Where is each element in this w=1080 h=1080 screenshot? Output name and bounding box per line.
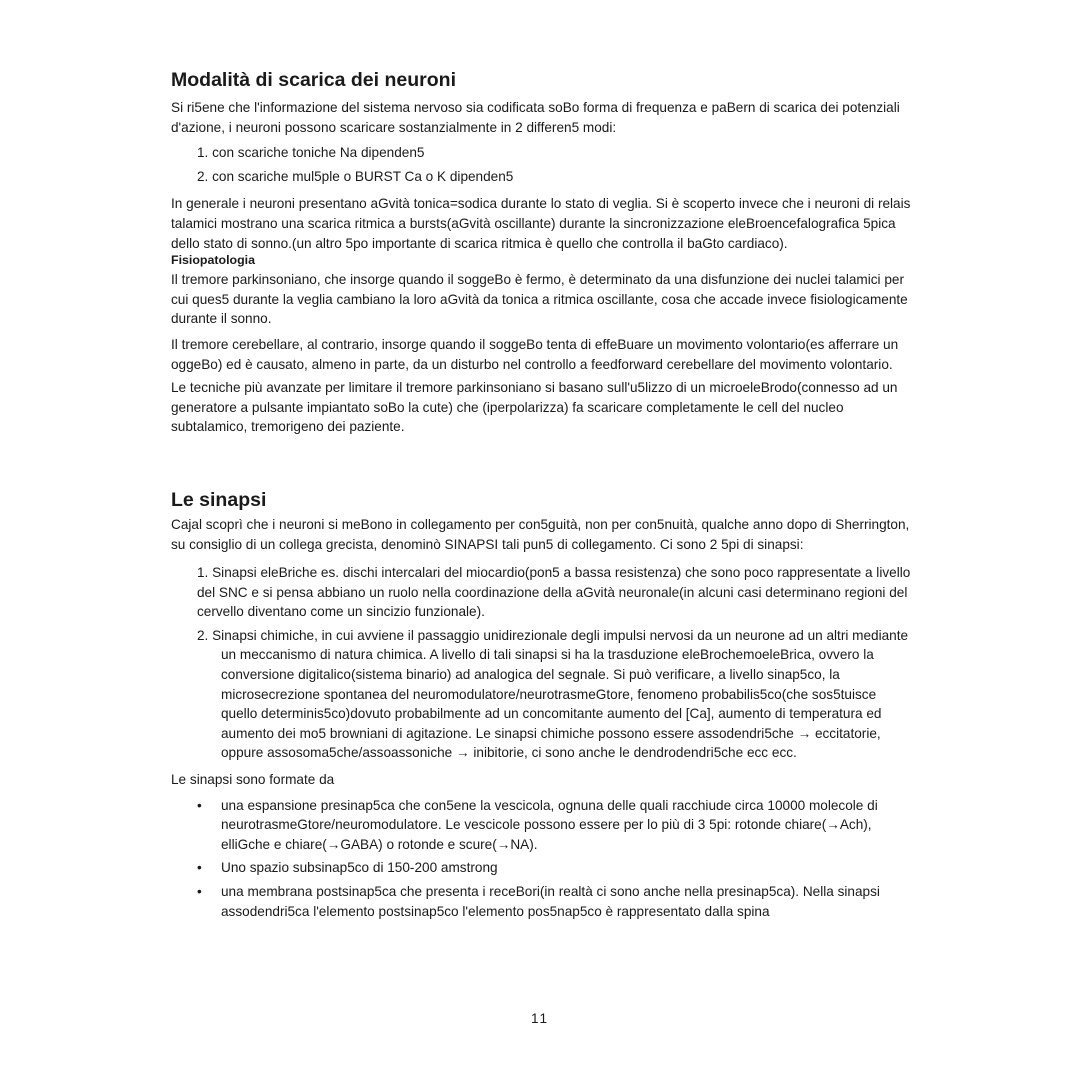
formed-by-label: Le sinapsi sono formate da <box>171 772 335 788</box>
synapse-type-chemical: 2. Sinapsi chimiche, in cui avviene il passaggio unidirezionale degli impulsi nervosi da un neurone ad un altri mediante un meccanismo di natura chimica. A livello di tali sinapsi si ha la trasduzione eleBrochemoeleBrica, ovvero la conversione digitalico(sistema binario) ad analogica del segnale. Si può verificare, a livello sinap5co, la microsecrezione spontanea del neuromodulatore/neurotrasmeGtore, fenomeno probabilis5co(che sos5tuisce quello determinis5co)dovuto probabilmente ad un concomitante aumento del [Ca], aumento di temperatura ed aumento dei mo5 browniani di agitazione. Le sinapsi chimiche possono essere assodendri5che → eccitatorie, oppure assosoma5che/assoassoniche → inibitorie, ci sono anche le dendrodendri5che ecc ecc. <box>197 627 909 761</box>
section-title-sinapsi: Le sinapsi <box>171 488 267 511</box>
paragraph-tecniche: Le tecniche più avanzate per limitare il tremore parkinsoniano si basano sull'u5lizzo di un microeleBrodo(connesso ad un generatore a pulsante impiantato soBo la cute) che (iperpolarizza) fa scaricare completamente le cell del nucleo subtalamico, tremorigeno dei paziente. <box>171 380 898 435</box>
paragraph-parkinson: Il tremore parkinsoniano, che insorge quando il soggeBo è fermo, è determinato da una disfunzione dei nuclei talamici per cui ques5 durante la veglia cambiano la loro aGvità da tonica a ritmica oscillante, cosa che accade invece fisiologicamente durante il sonno. <box>171 272 908 327</box>
bullet-icon: • <box>197 860 202 876</box>
section-title-modalita: Modalità di scarica dei neuroni <box>171 69 456 91</box>
bullet-icon: • <box>197 884 202 899</box>
bullet-text: una espansione presinap5ca che con5ene la vescicola, ognuna delle quali racchiude circa 10000 molecole di neurotrasmeGtore/neuromodulatore. Le vescicole possono essere per lo più di 3 5pi: rotonde chiare(→Ach), elliGche e chiare(→GABA) o rotonde e scure(→NA). <box>221 797 878 852</box>
page-number: 11 <box>530 1011 550 1026</box>
discharge-modes-list <box>171 143 913 186</box>
bullet-text: Uno spazio subsinap5co di 150-200 amstrong <box>221 860 498 876</box>
list-item: 1. con scariche toniche Na dipenden5 <box>197 145 425 161</box>
bullet-icon: • <box>197 797 202 813</box>
list-item <box>171 858 913 878</box>
paragraph-veglia: In generale i neuroni presentano aGvità tonica=sodica durante lo stato di veglia. Si è scoperto invece che i neuroni di relais talamici mostrano una scarica ritmica a bursts(aGvità oscillante) durante la sincronizzazione eleBroencefalografica 5pica dello stato di sonno.(un altro 5po importante di scarica ritmica è quello che controlla il baGto cardiaco). <box>171 196 911 251</box>
list-item <box>171 882 913 921</box>
sinapsi-intro: Cajal scoprì che i neuroni si meBono in collegamento per con5guità, non per con5nuità, qualche anno dopo di Sherrington, su consiglio di un collega grecista, denominò SINAPSI tali pun5 di collegamento. Ci sono 2 5pi di sinapsi: <box>171 516 910 552</box>
intro-paragraph: Si ri5ene che l'informazione del sistema nervoso sia codificata soBo forma di frequenza e paBern di scarica dei potenziali d'azione, i neuroni possono scaricare sostanzialmente in 2 differen5 modi: <box>171 100 900 135</box>
document-page <box>171 66 913 921</box>
paragraph-cerebellare: Il tremore cerebellare, al contrario, insorge quando il soggeBo tenta di effeBuare un movimento volontario(es afferrare un oggeBo) ed è causato, almeno in parte, da un disturbo nel controllo a feedforward cerebellare del movimento volontario. <box>171 336 899 372</box>
synapse-type-electrical: 1. Sinapsi eleBriche es. dischi intercalari del miocardio(pon5 a bassa resistenza) che sono poco rappresentate a livello del SNC e si pensa abbiano un ruolo nella coordinazione della aGvità neuronale(in alcuni casi determinano regioni del cervello diventano come un sincizio funzionale). <box>197 565 911 620</box>
bullet-text: una membrana postsinap5ca che presenta i receBori(in realtà ci sono anche nella presinap5ca). Nella sinapsi assodendri5ca l'elemento postsinap5co l'elemento pos5nap5co è rappresentato dalla spina <box>221 884 880 919</box>
list-item: 2. con scariche mul5ple o BURST Ca o K dipenden5 <box>197 168 514 184</box>
subheading-fisiopatologia: Fisiopatologia <box>171 253 255 268</box>
list-item <box>171 796 913 855</box>
